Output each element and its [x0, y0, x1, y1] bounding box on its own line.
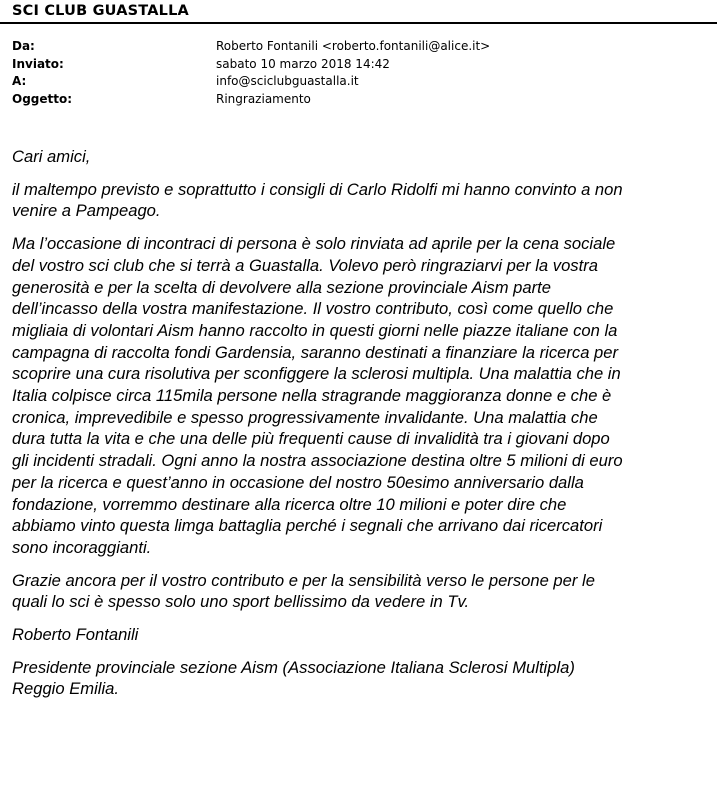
from-row [12, 38, 490, 56]
paragraph-2-line: Italia colpisce circa 115mila persone nella stragrande maggioranza donne e che è [12, 386, 612, 406]
paragraph-2-line: scoprire una cura risolutiva per sconfiggere la sclerosi multipla. Una malattia che in [12, 364, 621, 384]
paragraph-2-line: per la ricerca e quest’anno in occasione del nostro 50esimo anniversario dalla [12, 472, 584, 492]
paragraph-2-line: fondazione, vorremmo destinare alla ricerca oltre 10 milioni e poter dire che [12, 494, 567, 514]
paragraph-2-line: campagna di raccolta fondi Gardensia, saranno destinati a finanziare la ricerca per [12, 342, 619, 362]
from-value: Roberto Fontanili <roberto.fontanili@alice.it> [216, 39, 491, 53]
from-label: Da: [12, 39, 35, 53]
subject-label: Oggetto: [12, 91, 73, 106]
paragraph-2-line: dura tutta la vita e che una delle più frequenti cause di invalidità tra i giovani dopo [12, 429, 610, 449]
email-body [12, 146, 712, 700]
paragraph-3-line: quali lo sci è spesso solo uno sport bellissimo da vedere in Tv. [12, 592, 470, 612]
signature-title-line: Reggio Emilia. [12, 679, 119, 699]
greeting: Cari amici, [12, 147, 91, 166]
paragraph-2-line: cronica, imprevedibile e spesso progressivamente invalidante. Una malattia che [12, 407, 598, 427]
paragraph-2-line: gli incidenti stradali. Ogni anno la nostra associazione destina oltre 5 milioni di euro [12, 451, 623, 471]
sent-row [12, 56, 490, 74]
organization-name: SCI CLUB GUASTALLA [12, 3, 189, 19]
paragraph-2-line: Ma l’occasione di incontraci di persona è solo rinviata ad aprile per la cena sociale [12, 234, 616, 254]
sent-value: sabato 10 marzo 2018 14:42 [216, 56, 390, 71]
signature-title-line: Presidente provinciale sezione Aism (Associazione Italiana Sclerosi Multipla) [12, 657, 575, 677]
paragraph-2-line: generosità e per la scelta di devolvere alla sezione provinciale Aism parte [12, 277, 551, 297]
to-row [12, 73, 490, 91]
subject-row [12, 91, 490, 109]
paragraph-3-line: Grazie ancora per il vostro contributo e per la sensibilità verso le persone per le [12, 570, 595, 590]
paragraph-2-line: abbiamo vinto questa limga battaglia perché i segnali che arrivano dai ricercatori [12, 516, 603, 536]
to-label: A: [12, 74, 27, 89]
paragraph-2-line: dell’incasso della vostra manifestazione. Il vostro contributo, così come quello che [12, 299, 614, 319]
organization-header [0, 0, 717, 24]
signature-name: Roberto Fontanili [12, 625, 139, 645]
paragraph-2-line: sono incoraggianti. [12, 537, 152, 557]
subject-value: Ringraziamento [216, 91, 311, 106]
paragraph-2-line: migliaia di volontari Aism hanno raccolto in questi giorni nelle piazze italiane con la [12, 320, 618, 340]
paragraph-1-line: venire a Pampeago. [12, 201, 161, 221]
paragraph-1-line: il maltempo previsto e soprattutto i consigli di Carlo Ridolfi mi hanno convinto a non [12, 179, 623, 199]
paragraph-2-line: del vostro sci club che si terrà a Guastalla. Volevo però ringraziarvi per la vostra [12, 255, 598, 275]
email-header-fields [12, 38, 490, 108]
sent-label: Inviato: [12, 56, 64, 71]
to-value: info@sciclubguastalla.it [216, 74, 359, 89]
